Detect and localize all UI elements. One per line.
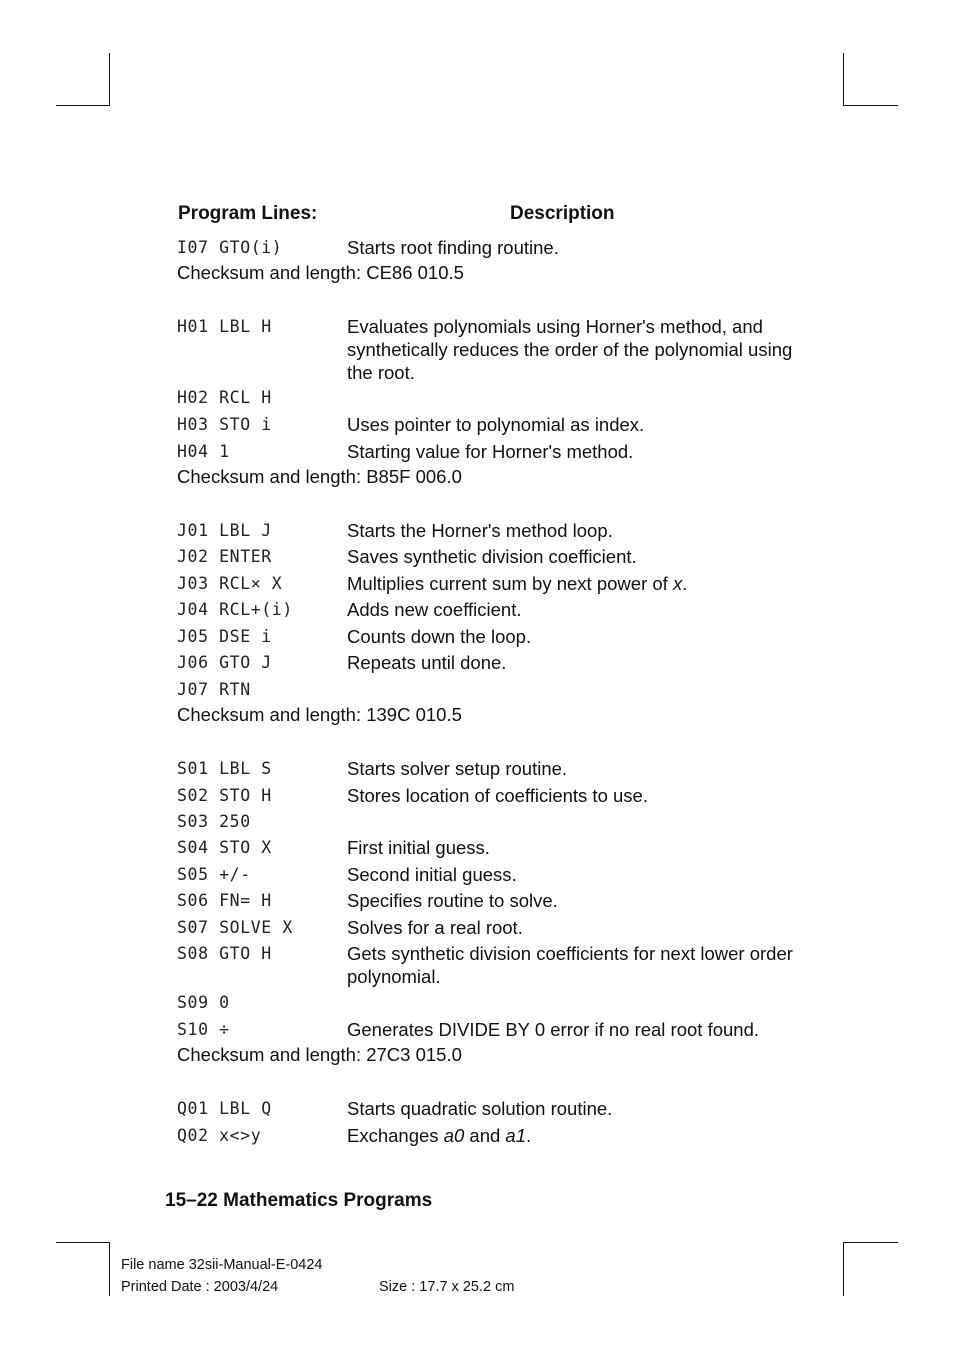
line-desc: Saves synthetic division coefficient. xyxy=(347,546,637,567)
line-desc: Exchanges a0 and a1. xyxy=(347,1125,532,1146)
line-desc: Gets synthetic division coefficients for next lower order polynomial. xyxy=(347,943,793,987)
crop-mark xyxy=(843,105,898,106)
crop-mark xyxy=(843,1242,898,1243)
description-heading: Description xyxy=(510,203,615,224)
line-code: S07 SOLVE X xyxy=(177,918,293,937)
crop-mark xyxy=(843,1242,844,1296)
line-code: S02 STO H xyxy=(177,786,272,805)
line-code: S04 STO X xyxy=(177,838,272,857)
line-code: J01 LBL J xyxy=(177,521,272,540)
line-desc: Specifies routine to solve. xyxy=(347,890,558,911)
printed-date-label: Printed Date : 2003/4/24 xyxy=(121,1279,279,1295)
line-desc: Uses pointer to polynomial as index. xyxy=(347,414,645,435)
line-code: I07 GTO(i) xyxy=(177,238,283,257)
line-desc: Generates DIVIDE BY 0 error if no real root found. xyxy=(347,1019,760,1040)
line-desc: Multiplies current sum by next power of x. xyxy=(347,573,688,594)
crop-mark xyxy=(109,53,110,106)
line-code: H03 STO i xyxy=(177,415,272,434)
line-desc: Evaluates polynomials using Horner's method, and synthetically reduces the order of the polynomial using the root. xyxy=(347,316,793,383)
checksum-line: Checksum and length: 27C3 015.0 xyxy=(177,1044,462,1065)
line-code: H01 LBL H xyxy=(177,317,272,336)
line-code: J02 ENTER xyxy=(177,547,272,566)
line-desc: Stores location of coefficients to use. xyxy=(347,785,648,806)
page-footer-title: 15–22 Mathematics Programs xyxy=(165,1190,433,1211)
line-desc: Starts root finding routine. xyxy=(347,237,559,258)
crop-mark xyxy=(843,53,844,106)
line-desc: Repeats until done. xyxy=(347,652,507,673)
line-desc: Counts down the loop. xyxy=(347,626,532,647)
line-code: J05 DSE i xyxy=(177,627,272,646)
line-desc: First initial guess. xyxy=(347,837,490,858)
line-code: H02 RCL H xyxy=(177,388,272,407)
line-desc: Second initial guess. xyxy=(347,864,517,885)
crop-mark xyxy=(56,105,110,106)
checksum-line: Checksum and length: 139C 010.5 xyxy=(177,704,462,725)
line-desc: Starts quadratic solution routine. xyxy=(347,1098,613,1119)
line-code: J04 RCL+(i) xyxy=(177,600,293,619)
line-code: S03 250 xyxy=(177,812,251,831)
size-label: Size : 17.7 x 25.2 cm xyxy=(379,1279,515,1295)
line-code: Q02 x<>y xyxy=(177,1126,262,1145)
line-code: Q01 LBL Q xyxy=(177,1099,272,1118)
crop-mark xyxy=(56,1242,110,1243)
line-code: S06 FN= H xyxy=(177,891,272,910)
line-code: S05 +/- xyxy=(177,865,251,884)
line-desc: Starts solver setup routine. xyxy=(347,758,568,779)
line-code: J07 RTN xyxy=(177,680,251,699)
line-code: S09 0 xyxy=(177,993,230,1012)
checksum-line: Checksum and length: CE86 010.5 xyxy=(177,262,464,283)
program-lines-heading: Program Lines: xyxy=(178,203,318,224)
line-code: J03 RCL× X xyxy=(177,574,283,593)
crop-mark xyxy=(109,1242,110,1296)
file-name-label: File name 32sii-Manual-E-0424 xyxy=(121,1257,323,1273)
line-code: S01 LBL S xyxy=(177,759,272,778)
line-code: H04 1 xyxy=(177,442,230,461)
line-desc: Solves for a real root. xyxy=(347,917,523,938)
line-code: J06 GTO J xyxy=(177,653,272,672)
line-code: S08 GTO H xyxy=(177,944,272,963)
line-desc: Adds new coefficient. xyxy=(347,599,522,620)
line-desc: Starts the Horner's method loop. xyxy=(347,520,613,541)
line-code: S10 ÷ xyxy=(177,1020,230,1039)
line-desc: Starting value for Horner's method. xyxy=(347,441,634,462)
checksum-line: Checksum and length: B85F 006.0 xyxy=(177,466,462,487)
